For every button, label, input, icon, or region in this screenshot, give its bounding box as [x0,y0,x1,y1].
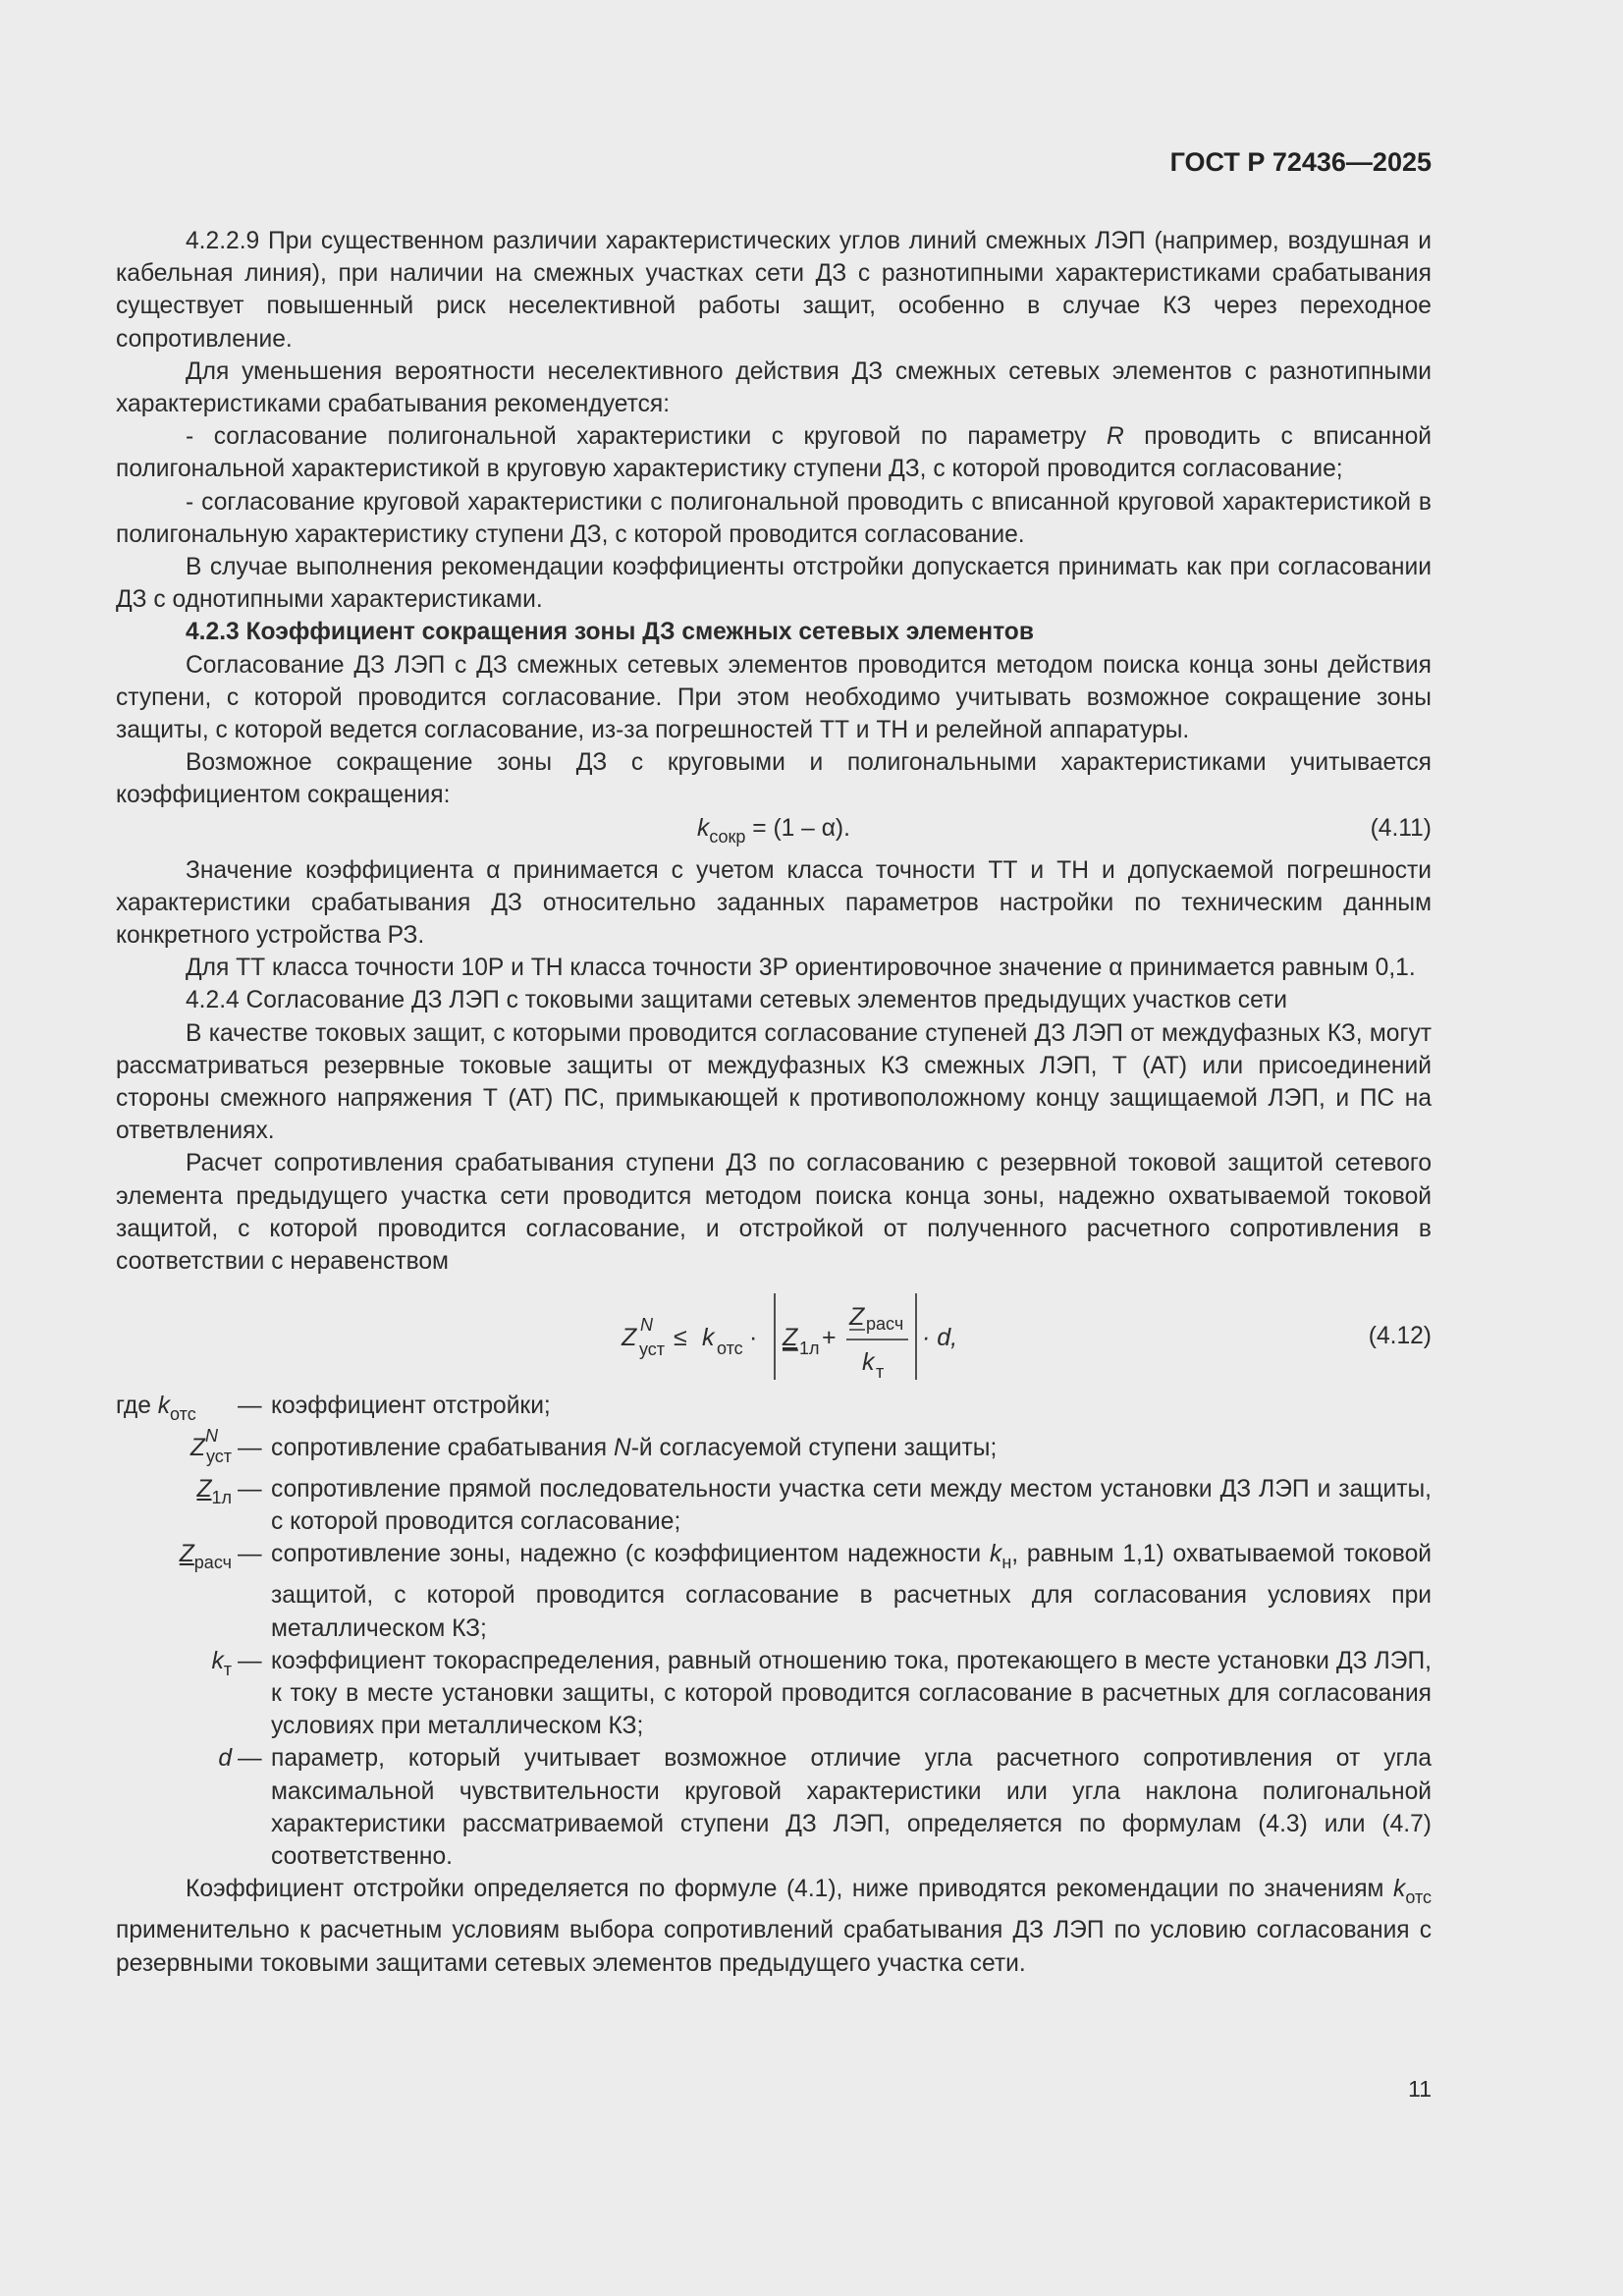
where-item: $Z_{расч}$ — сопротивление зоны, надежно (с коэффициентом надежности $k_н$, равным 1,1) охватываемой токовой защитой, с которой проводится согласование в расчетных для согласования условиях при металлическом КЗ; [179,1541,1432,1642]
paragraph: В качестве токовых защит, с которыми проводится согласование ступеней ДЗ ЛЭП от междуфазных КЗ, могут рассматриваться резервные токовые защиты от междуфазных КЗ смежных ЛЭП, Т (АТ) или присоединений стороны смежного напряжения Т (АТ) ПС, примыкающей к противоположному концу защищаемой ЛЭП, и ПС на ответвлениях. [116,1019,1432,1145]
svg-text:N: N [640,1315,653,1336]
svg-text:· d,: · d, [922,1324,958,1352]
where-item: $k_т$ — коэффициент токораспределения, равный отношению тока, протекающего в месте установки ДЗ ЛЭП, к току в месте установки защиты, с которой проводится согласование в расчетных для согласования условиях при металлическом КЗ; [211,1647,1432,1740]
svg-text:·: · [749,1324,758,1352]
svg-text:k: k [702,1324,715,1352]
page-number: 11 [1408,2076,1432,2102]
paragraph-4-2-2-9: 4.2.2.9 При существенном различии характеристических углов линий смежных ЛЭП (например, воздушная и кабельная линия), при наличии на смежных участках сети ДЗ с разнотипными характеристиками срабатывания существует повышенный риск неселективной работы защит, особенно в случае КЗ через переходное сопротивление. [116,228,1432,353]
equation-number: (4.11) [1370,814,1432,842]
equation-number: (4.12) [1368,1323,1432,1350]
paragraph: Для уменьшения вероятности неселективного действия ДЗ смежных сетевых элементов с разнотипными характеристиками срабатывания рекомендуется: [116,357,1432,418]
paragraph: Согласование ДЗ ЛЭП с ДЗ смежных сетевых элементов проводится методом поиска конца зоны действия ступени, с которой проводится согласование. При этом необходимо учитывать возможное сокращение зоны защиты, с которой ведется согласование, из-за погрешностей ТТ и ТН и релейной аппаратуры. [116,651,1432,744]
paragraph: Коэффициент отстройки определяется по формуле (4.1), ниже приводятся рекомендации по значениям $k_{отс}$ применительно к расчетным условиям выбора сопротивлений срабатывания ДЗ ЛЭП по условию согласования с резервными токовыми защитами сетевых элементов предыдущего участка сети. [116,1876,1432,1977]
document-header: ГОСТ Р 72436—2025 [1169,147,1432,177]
equation-formula: $k_{сокр} = (1 - \alpha)$. [697,814,850,847]
svg-text:k: k [862,1348,875,1377]
equation-formula [602,1289,1014,1384]
where-item: $Z_{1л}$ — сопротивление прямой последовательности участка сети между местом установки ДЗ ЛЭП и защиты, с которой проводится согласование; [196,1475,1432,1535]
where-item: где $k_{отс}$ — коэффициент отстройки; [116,1393,551,1425]
section-heading-4-2-4: 4.2.4 Согласование ДЗ ЛЭП с токовыми защитами сетевых элементов предыдущих участков сети [186,987,1287,1014]
svg-text:отс: отс [717,1339,743,1359]
svg-text:Z: Z [622,1324,637,1352]
list-item: - согласование круговой характеристики с полигональной проводить с вписанной круговой характеристикой в полигональную характеристику ступени ДЗ, с которой проводится согласование. [116,488,1432,548]
svg-text:≤: ≤ [674,1324,687,1352]
equation-4-12 [116,1289,1432,1384]
paragraph: Расчет сопротивления срабатывания ступени ДЗ по согласованию с резервной токовой защитой сетевого элемента предыдущего участка сети проводится методом поиска конца зоны, надежно охватываемой токовой защитой, с которой проводится согласование, и отстройкой от полученного расчетного сопротивления в соответствии с неравенством [116,1150,1432,1276]
where-list [116,1390,1432,1873]
equation-4-11 [116,812,1432,845]
where-item: d — параметр, который учитывает возможное отличие угла расчетного сопротивления от угла максимальной чувствительности круговой характеристики или угла наклона полигональной характеристики рассматриваемой ступени ДЗ ЛЭП, определяется по формулам (4.3) или (4.7) соответственно. [218,1745,1432,1870]
svg-text:+: + [822,1324,837,1352]
svg-text:1л: 1л [799,1339,820,1359]
svg-text:Z: Z [783,1324,798,1352]
section-heading-4-2-3: 4.2.3 Коэффициент сокращения зоны ДЗ смежных сетевых элементов [186,619,1034,646]
svg-text:т: т [876,1362,885,1383]
paragraph: Для ТТ класса точности 10Р и ТН класса точности 3Р ориентировочное значение α принимается равным 0,1. [186,955,1416,982]
list-item: - согласование полигональной характеристики с круговой по параметру R проводить с вписанной полигональной характеристикой в круговую характеристику ступени ДЗ, с которой проводится согласование; [116,423,1432,483]
svg-text:расч: расч [866,1314,904,1335]
document-body [116,225,1432,1980]
svg-text:уст: уст [639,1339,666,1360]
where-item: $Z^N_{уст}$ — сопротивление срабатывания N-й согласуемой ступени защиты; [189,1425,998,1466]
paragraph: В случае выполнения рекомендации коэффициенты отстройки допускается принимать как при согласовании ДЗ с однотипными характеристиками. [116,554,1432,614]
svg-text:Z: Z [849,1303,865,1332]
paragraph: Значение коэффициента α принимается с учетом класса точности ТТ и ТН и допускаемой погрешности характеристики срабатывания ДЗ относительно заданных параметров настройки по техническим данным конкретного устройства РЗ. [116,856,1432,950]
paragraph: Возможное сокращение зоны ДЗ с круговыми и полигональными характеристиками учитывается коэффициентом сокращения: [116,749,1432,809]
